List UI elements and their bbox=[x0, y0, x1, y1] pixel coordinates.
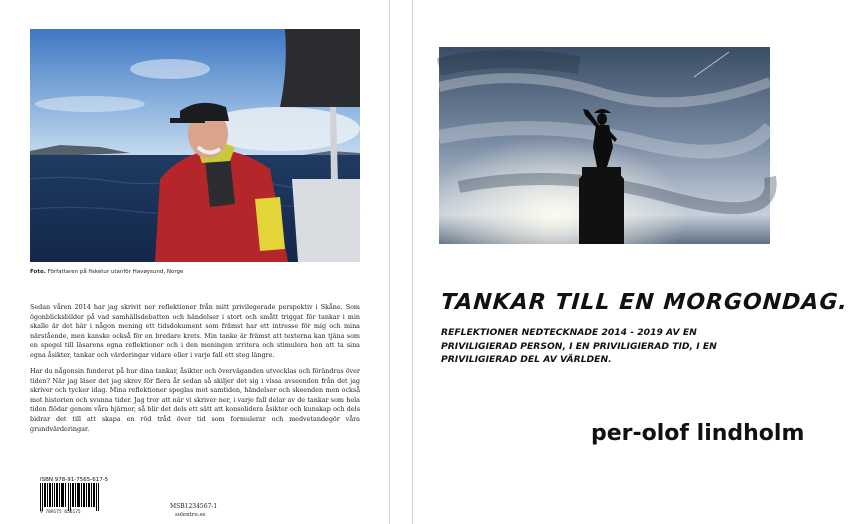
caption-text: Författaren på fisketur utanför Havøysund, Norge bbox=[47, 269, 184, 275]
caption-label: Foto. bbox=[30, 269, 46, 275]
book-title: TANKAR TILL EN MORGONDAG. bbox=[440, 290, 849, 315]
blurb-paragraph-2: Har du någonsin funderat på hur dina tankar, åsikter och överväganden utvecklas och förändras över tiden? När jag läser det jag skrev för flera år sedan så skiljer det sig i vissa avseenden från det jag skriver och tycker idag. Mina reflektioner speglas mot samtiden, händelser och skeenden men också mot historien och svunna tider. Jag tror att när vi skriver ner, i varje fall delar av de tankar som hela tiden flödar genom våra hjärnor, så blir det dels ett sätt att konsolidera åsikter och kunskap och dels bidrar det till att skapa en röd tråd över tid som formulerar och medvetandegör våra grundvärderingar. bbox=[30, 367, 360, 433]
statue-sky-photo bbox=[439, 47, 770, 244]
author-photo bbox=[30, 29, 360, 262]
barcode-image bbox=[40, 483, 100, 511]
author-name: per-olof lindholm bbox=[591, 421, 805, 446]
book-subtitle: REFLEKTIONER NEDTECKNADE 2014 - 2019 AV EN PRIVILIGIERAD PERSON, I EN PRIVILIGIERAD TID, I EN PRIVILIGIERAD DEL AV VÄRLDEN. bbox=[441, 327, 717, 365]
blurb-paragraph-1: Sedan våren 2014 har jag skrivit ner reflektioner från mitt privilegerade perspektiv i Skåne. Som ögonblicksbilder på vad samhällsdebatten och händelser i stort och smått triggat för tankar i min skalle är det här i någon mening ett tidsdokument som främst har ett intresse för mig och mina närstående, men kanske också för en bredare krets. Min tanke är främst att texterna kan tjäna som en spegel till läsarens egna reflektioner och i den meningen irritera och stimulera hen att ta sina egna åsikter, tankar och värderingar vidare eller i varje fall ett steg längre. bbox=[30, 303, 360, 359]
book-spine bbox=[389, 0, 413, 524]
back-cover bbox=[0, 0, 389, 524]
product-code: MSB1234567-1 bbox=[170, 503, 218, 510]
photo-caption bbox=[30, 269, 183, 275]
publisher-site: solentro.se bbox=[175, 512, 206, 518]
isbn-text: ISBN 978-91-7565-617-5 bbox=[40, 477, 109, 483]
barcode-number: 9 789175 656175 bbox=[40, 510, 81, 515]
